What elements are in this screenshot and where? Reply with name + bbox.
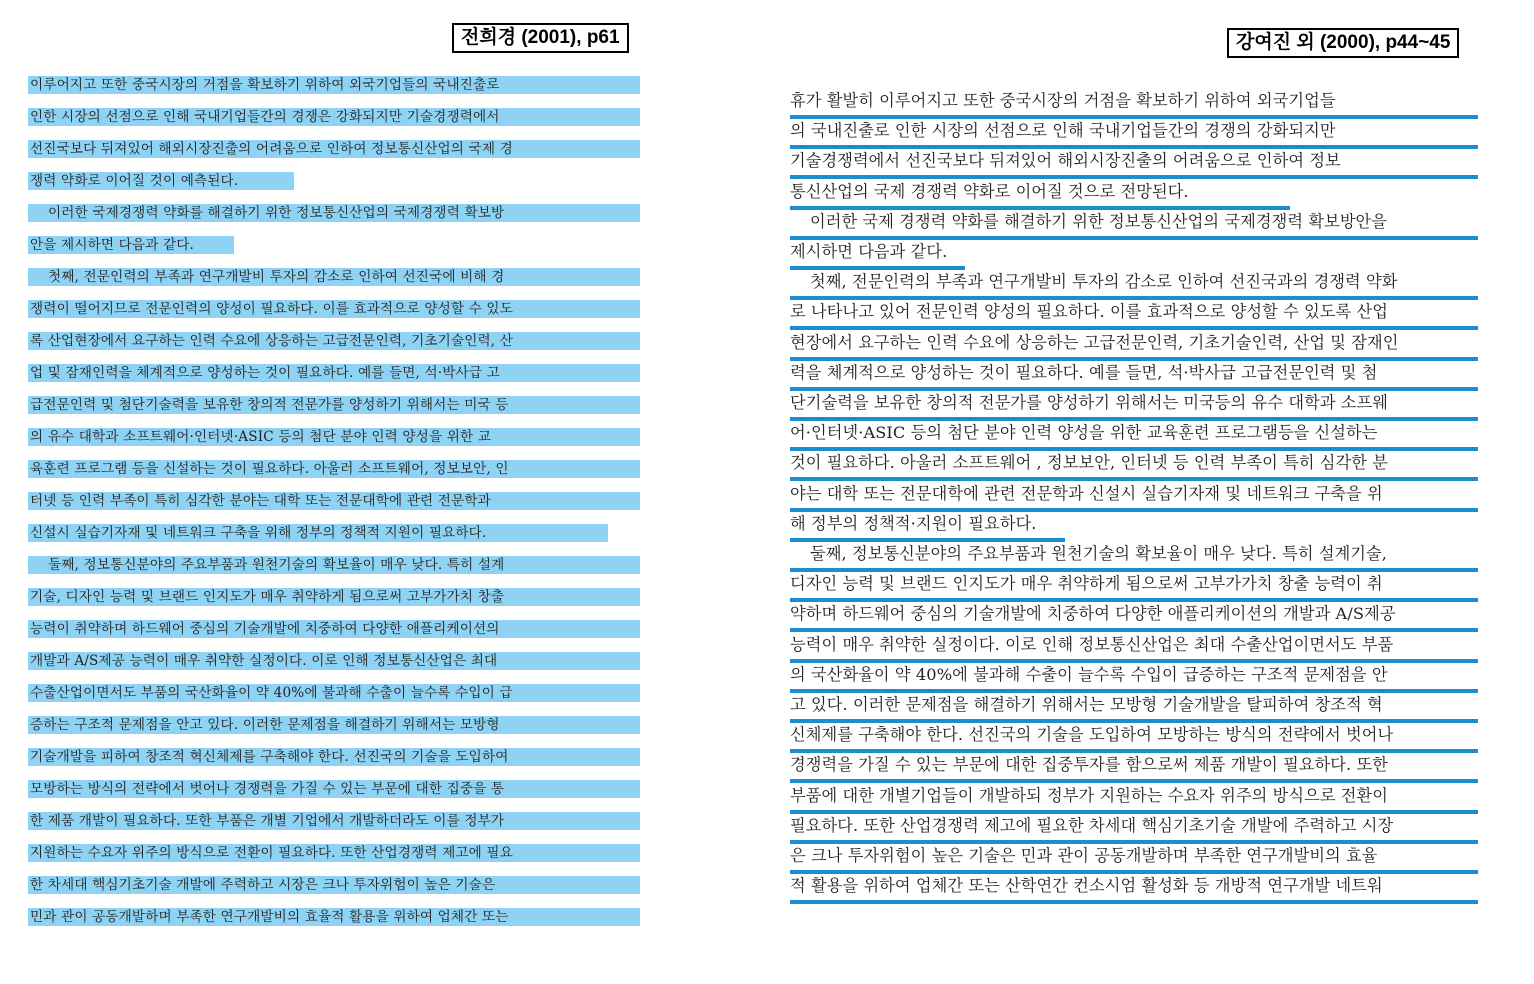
right-text-line-text: 둘째, 정보통신분야의 주요부품과 원천기술의 확보율이 매우 낮다. 특히 설계기술, bbox=[790, 542, 1478, 572]
right-text-line-text: 경쟁력을 가질 수 있는 부문에 대한 집중투자를 함으로써 제품 개발이 필요하다. 또한 bbox=[790, 753, 1478, 783]
left-text-line bbox=[28, 492, 640, 524]
left-text-line bbox=[28, 364, 640, 396]
left-text-line bbox=[28, 396, 640, 428]
right-text-line-text: 제시하면 다음과 같다. bbox=[790, 240, 965, 270]
left-text-line-text: 쟁력이 떨어지므로 전문인력의 양성이 필요하다. 이를 효과적으로 양성할 수 있도 bbox=[28, 300, 640, 318]
left-text-line-text: 능력이 취약하며 하드웨어 중심의 기술개발에 치중하여 다양한 애플리케이션의 bbox=[28, 620, 640, 638]
right-text-line bbox=[790, 421, 1478, 453]
left-text-line bbox=[28, 108, 640, 140]
right-text-line-text: 첫째, 전문인력의 부족과 연구개발비 투자의 감소로 인하여 선진국과의 경쟁력 약화 bbox=[790, 270, 1478, 300]
left-text-line-text: 신설시 실습기자재 및 네트워크 구축을 위해 정부의 정책적 지원이 필요하다. bbox=[28, 524, 608, 542]
left-text-line-text: 한 제품 개발이 필요하다. 또한 부품은 개별 기업에서 개발하더라도 이를 정부가 bbox=[28, 812, 640, 830]
right-text-line bbox=[790, 391, 1478, 423]
right-text-line bbox=[790, 572, 1478, 604]
right-text-line bbox=[790, 331, 1478, 363]
right-text-line bbox=[790, 210, 1478, 242]
right-text-line-text: 현장에서 요구하는 인력 수요에 상응하는 고급전문인력, 기초기술인력, 산업 및 잠재인 bbox=[790, 331, 1478, 361]
left-text-line bbox=[28, 780, 640, 812]
right-text-line bbox=[790, 874, 1478, 906]
right-text-line bbox=[790, 300, 1478, 332]
left-text-line-text: 기술개발을 피하여 창조적 혁신체제를 구축해야 한다. 선진국의 기술을 도입하여 bbox=[28, 748, 640, 766]
left-text-line-text: 둘째, 정보통신분야의 주요부품과 원천기술의 확보율이 매우 낮다. 특히 설계 bbox=[28, 556, 640, 574]
right-text-line-text: 필요하다. 또한 산업경쟁력 제고에 필요한 차세대 핵심기초기술 개발에 주력하고 시장 bbox=[790, 814, 1478, 844]
right-text-line-text: 해 정부의 정책적·지원이 필요하다. bbox=[790, 512, 1065, 542]
right-text-line bbox=[790, 270, 1478, 302]
right-text-line-text: 단기술력을 보유한 창의적 전문가를 양성하기 위해서는 미국등의 유수 대학과 소프웨 bbox=[790, 391, 1478, 421]
left-text-line-text: 안을 제시하면 다음과 같다. bbox=[28, 236, 234, 254]
left-text-line-text: 쟁력 약화로 이어질 것이 예측된다. bbox=[28, 172, 294, 190]
right-text-line-text: 의 국산화율이 약 40%에 불과해 수출이 늘수록 수입이 급증하는 구조적 문제점을 안 bbox=[790, 663, 1478, 693]
left-text-line bbox=[28, 620, 640, 652]
left-text-line-text: 증하는 구조적 문제점을 안고 있다. 이러한 문제점을 해결하기 위해서는 모방형 bbox=[28, 716, 640, 734]
right-text-line-text: 이러한 국제 경쟁력 약화를 해결하기 위한 정보통신산업의 국제경쟁력 확보방안을 bbox=[790, 210, 1478, 240]
left-text-line-text: 선진국보다 뒤져있어 해외시장진출의 어려움으로 인하여 정보통신산업의 국제 경 bbox=[28, 140, 640, 158]
right-text-line-text: 약하며 하드웨어 중심의 기술개발에 치중하여 다양한 애플리케이션의 개발과 A/S제공 bbox=[790, 602, 1478, 632]
left-text-line-text: 개발과 A/S제공 능력이 매우 취약한 실정이다. 이로 인해 정보통신산업은 최대 bbox=[28, 652, 640, 670]
right-text-line bbox=[790, 89, 1478, 121]
left-text-line bbox=[28, 748, 640, 780]
left-text-line bbox=[28, 300, 640, 332]
left-text-line bbox=[28, 76, 640, 108]
right-text-line bbox=[790, 361, 1478, 393]
right-text-line bbox=[790, 240, 1478, 272]
right-text-line bbox=[790, 663, 1478, 695]
right-text-line bbox=[790, 180, 1478, 212]
left-text-line-text: 육훈련 프로그램 등을 신설하는 것이 필요하다. 아울러 소프트웨어, 정보보안, 인 bbox=[28, 460, 640, 478]
right-text-line-text: 능력이 매우 취약한 실정이다. 이로 인해 정보통신산업은 최대 수출산업이면서도 부품 bbox=[790, 633, 1478, 663]
right-text-line bbox=[790, 693, 1478, 725]
left-text-line bbox=[28, 844, 640, 876]
left-text-line bbox=[28, 236, 640, 268]
left-text-line bbox=[28, 172, 640, 204]
left-text-line bbox=[28, 556, 640, 588]
right-text-line bbox=[790, 633, 1478, 665]
right-text-line-text: 고 있다. 이러한 문제점을 해결하기 위해서는 모방형 기술개발을 탈피하여 창조적 혁 bbox=[790, 693, 1478, 723]
left-text-line bbox=[28, 588, 640, 620]
right-text-line bbox=[790, 119, 1478, 151]
left-text-line bbox=[28, 140, 640, 172]
left-text-line-text: 수출산업이면서도 부품의 국산화율이 약 40%에 불과해 수출이 늘수록 수입이 급 bbox=[28, 684, 640, 702]
right-text-line-text: 의 국내진출로 인한 시장의 선점으로 인해 국내기업들간의 경쟁의 강화되지만 bbox=[790, 119, 1478, 149]
right-text-line-text: 디자인 능력 및 브랜드 인지도가 매우 취약하게 됨으로써 고부가가치 창출 능력이 취 bbox=[790, 572, 1478, 602]
left-text-line-text: 모방하는 방식의 전략에서 벗어나 경쟁력을 가질 수 있는 부문에 대한 집중을 통 bbox=[28, 780, 640, 798]
left-text-line-text: 의 유수 대학과 소프트웨어·인터넷·ASIC 등의 첨단 분야 인력 양성을 위한 교 bbox=[28, 428, 640, 446]
left-text-line bbox=[28, 524, 640, 556]
left-text-line-text: 첫째, 전문인력의 부족과 연구개발비 투자의 감소로 인하여 선진국에 비해 경 bbox=[28, 268, 640, 286]
right-text-line-text: 적 활용을 위하여 업체간 또는 산학연간 컨소시엄 활성화 등 개방적 연구개발 네트워 bbox=[790, 874, 1478, 904]
right-text-line bbox=[790, 753, 1478, 785]
left-text-line bbox=[28, 716, 640, 748]
left-source-label: 전희경 (2001), p61 bbox=[452, 23, 629, 53]
left-text-line bbox=[28, 332, 640, 364]
left-text-line-text: 민과 관이 공동개발하며 부족한 연구개발비의 효율적 활용을 위하여 업체간 또는 bbox=[28, 908, 640, 926]
right-text-line bbox=[790, 482, 1478, 514]
right-text-line bbox=[790, 844, 1478, 876]
right-text-line-text: 신체제를 구축해야 한다. 선진국의 기술을 도입하여 모방하는 방식의 전략에서 벗어나 bbox=[790, 723, 1478, 753]
right-text-line bbox=[790, 784, 1478, 816]
left-text-line-text: 업 및 잠재인력을 체계적으로 양성하는 것이 필요하다. 예를 들면, 석·박사급 고 bbox=[28, 364, 640, 382]
right-text-line-text: 로 나타나고 있어 전문인력 양성의 필요하다. 이를 효과적으로 양성할 수 있도록 산업 bbox=[790, 300, 1478, 330]
right-text-line bbox=[790, 602, 1478, 634]
left-text-line-text: 이러한 국제경쟁력 약화를 해결하기 위한 정보통신산업의 국제경쟁력 확보방 bbox=[28, 204, 640, 222]
left-text-line-text: 급전문인력 및 첨단기술력을 보유한 창의적 전문가를 양성하기 위해서는 미국 등 bbox=[28, 396, 640, 414]
left-text-line bbox=[28, 684, 640, 716]
left-text-line bbox=[28, 876, 640, 908]
left-text-line-text: 한 차세대 핵심기초기술 개발에 주력하고 시장은 크나 투자위험이 높은 기술은 bbox=[28, 876, 640, 894]
right-text-line-text: 것이 필요하다. 아울러 소프트웨어 , 정보보안, 인터넷 등 인력 부족이 특히 심각한 분 bbox=[790, 451, 1478, 481]
left-text-line bbox=[28, 204, 640, 236]
left-text-line bbox=[28, 268, 640, 300]
right-text-line bbox=[790, 542, 1478, 574]
left-text-line bbox=[28, 652, 640, 684]
right-text-line bbox=[790, 723, 1478, 755]
right-text-line-text: 야는 대학 또는 전문대학에 관련 전문학과 신설시 실습기자재 및 네트워크 구축을 위 bbox=[790, 482, 1478, 512]
left-text-line bbox=[28, 908, 640, 940]
left-text-line-text: 인한 시장의 선점으로 인해 국내기업들간의 경쟁은 강화되지만 기술경쟁력에서 bbox=[28, 108, 640, 126]
right-text-line-text: 력을 체계적으로 양성하는 것이 필요하다. 예를 들면, 석·박사급 고급전문인력 및 첨 bbox=[790, 361, 1478, 391]
right-text-line bbox=[790, 149, 1478, 181]
right-text-line-text: 어·인터넷·ASIC 등의 첨단 분야 인력 양성을 위한 교육훈련 프로그램등을 신설하는 bbox=[790, 421, 1478, 451]
right-source-label: 강여진 외 (2000), p44~45 bbox=[1227, 28, 1459, 58]
left-text-line-text: 기술, 디자인 능력 및 브랜드 인지도가 매우 취약하게 됨으로써 고부가가치 창출 bbox=[28, 588, 640, 606]
right-text-line-text: 기술경쟁력에서 선진국보다 뒤져있어 해외시장진출의 어려움으로 인하여 정보 bbox=[790, 149, 1478, 179]
left-text-line bbox=[28, 812, 640, 844]
left-text-line-text: 록 산업현장에서 요구하는 인력 수요에 상응하는 고급전문인력, 기초기술인력, 산 bbox=[28, 332, 640, 350]
right-text-line-text: 휴가 활발히 이루어지고 또한 중국시장의 거점을 확보하기 위하여 외국기업들 bbox=[790, 89, 1478, 119]
left-text-line bbox=[28, 460, 640, 492]
right-text-line-text: 통신산업의 국제 경쟁력 약화로 이어질 것으로 전망된다. bbox=[790, 180, 1290, 210]
right-text-line-text: 은 크나 투자위험이 높은 기술은 민과 관이 공동개발하며 부족한 연구개발비의 효율 bbox=[790, 844, 1478, 874]
left-text-line-text: 지원하는 수요자 위주의 방식으로 전환이 필요하다. 또한 산업경쟁력 제고에 필요 bbox=[28, 844, 640, 862]
left-text-line-text: 이루어지고 또한 중국시장의 거점을 확보하기 위하여 외국기업들의 국내진출로 bbox=[28, 76, 640, 94]
right-text-line-text: 부품에 대한 개별기업들이 개발하되 정부가 지원하는 수요자 위주의 방식으로 전환이 bbox=[790, 784, 1478, 814]
left-text-line bbox=[28, 428, 640, 460]
right-text-line bbox=[790, 512, 1478, 544]
left-text-line-text: 터넷 등 인력 부족이 특히 심각한 분야는 대학 또는 전문대학에 관련 전문학과 bbox=[28, 492, 640, 510]
right-text-line bbox=[790, 814, 1478, 846]
right-text-line bbox=[790, 451, 1478, 483]
